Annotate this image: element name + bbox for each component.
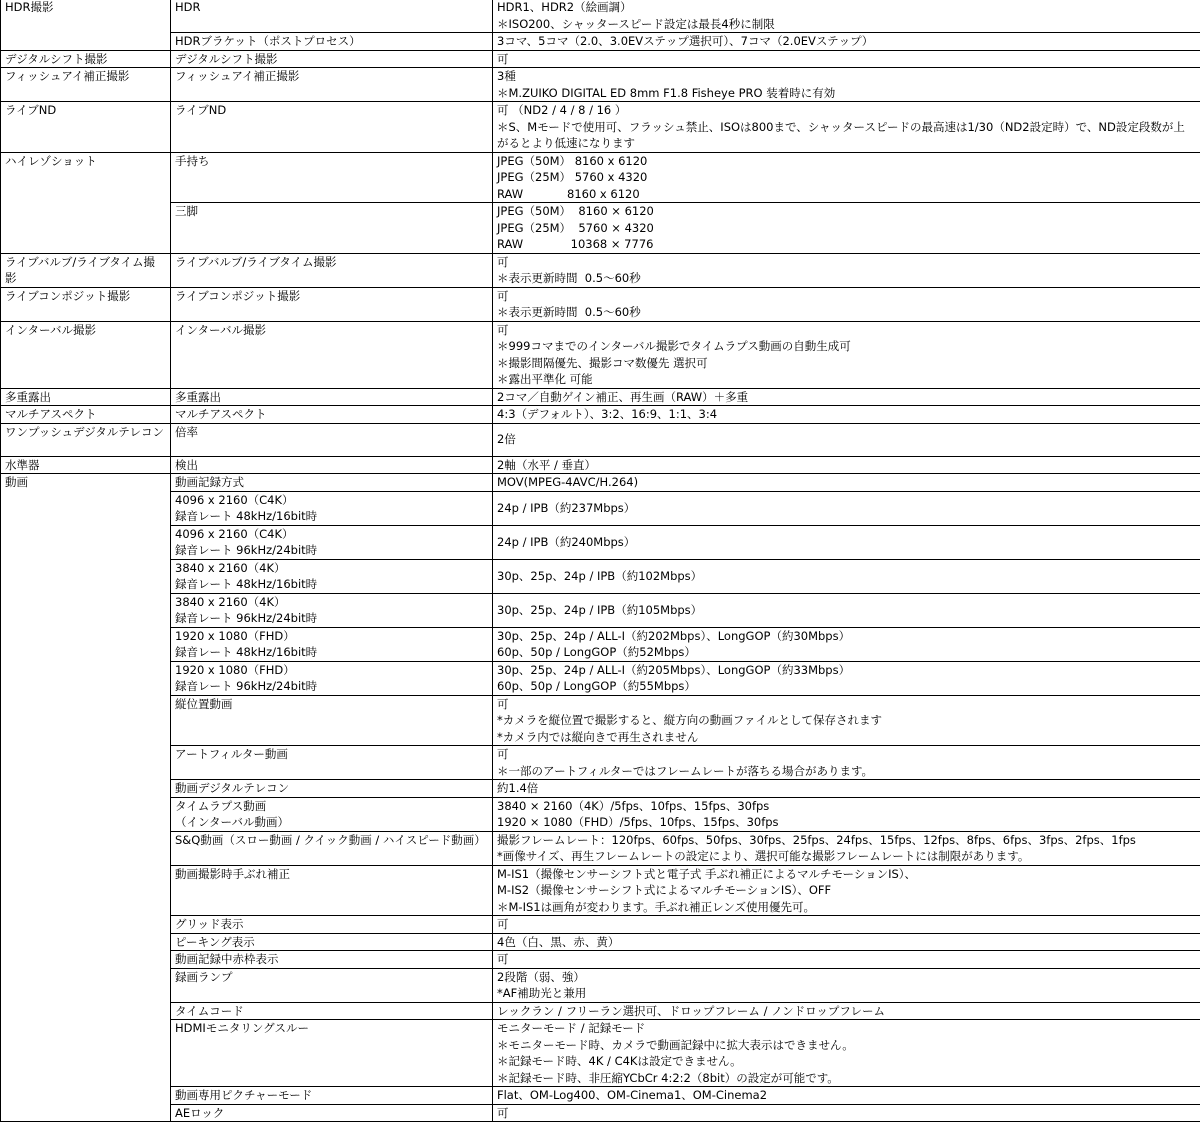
item-cell: ライブND bbox=[171, 102, 493, 153]
category-cell: フィッシュアイ補正撮影 bbox=[1, 68, 171, 102]
value-cell: JPEG（50M） 8160 × 6120 JPEG（25M） 5760 × 4320 RAW 10368 × 7776 bbox=[493, 203, 1200, 254]
table-row bbox=[1, 33, 1200, 51]
value-cell: 可 ＊一部のアートフィルターではフレームレートが落ちる場合があります。 bbox=[493, 746, 1200, 780]
item-cell: HDRブラケット（ポストプロセス） bbox=[171, 33, 493, 51]
table-row bbox=[1, 559, 1200, 593]
item-cell: AEロック bbox=[171, 1104, 493, 1122]
value-cell: 30p、25p、24p / IPB（約102Mbps） bbox=[493, 559, 1200, 593]
table-row bbox=[1, 746, 1200, 780]
item-cell: グリッド表示 bbox=[171, 916, 493, 934]
item-cell: タイムラプス動画 （インターバル動画） bbox=[171, 797, 493, 831]
item-cell: 検出 bbox=[171, 456, 493, 474]
value-cell: JPEG（50M） 8160 x 6120 JPEG（25M） 5760 x 4320 RAW 8160 x 6120 bbox=[493, 152, 1200, 203]
value-cell: 可 ＊999コマまでのインターバル撮影でタイムラプス動画の自動生成可 ＊撮影間隔優先、撮影コマ数優先 選択可 ＊露出平準化 可能 bbox=[493, 321, 1200, 388]
table-row bbox=[1, 865, 1200, 916]
item-cell: 倍率 bbox=[171, 423, 493, 456]
item-cell: 動画記録方式 bbox=[171, 474, 493, 492]
table-row bbox=[1, 388, 1200, 406]
table-row bbox=[1, 797, 1200, 831]
value-cell: 可 ＊表示更新時間 0.5～60秒 bbox=[493, 253, 1200, 287]
table-row bbox=[1, 933, 1200, 951]
table-row bbox=[1, 321, 1200, 388]
value-cell: 可 *カメラを縦位置で撮影すると、縦方向の動画ファイルとして保存されます *カメラ内では縦向きで再生されません bbox=[493, 695, 1200, 746]
value-cell: 2軸（水平 / 垂直） bbox=[493, 456, 1200, 474]
table-row bbox=[1, 287, 1200, 321]
value-cell: 可 bbox=[493, 1104, 1200, 1122]
category-cell: ライブコンポジット撮影 bbox=[1, 287, 171, 321]
value-cell: 24p / IPB（約240Mbps） bbox=[493, 525, 1200, 559]
category-cell: マルチアスペクト bbox=[1, 406, 171, 424]
table-row bbox=[1, 253, 1200, 287]
value-cell: 可 bbox=[493, 951, 1200, 969]
value-cell: 3コマ、5コマ（2.0、3.0EVステップ選択可）、7コマ（2.0EVステップ） bbox=[493, 33, 1200, 51]
value-cell: 30p、25p、24p / ALL-I（約205Mbps）、LongGOP（約33Mbps） 60p、50p / LongGOP（約55Mbps） bbox=[493, 661, 1200, 695]
item-cell: 多重露出 bbox=[171, 388, 493, 406]
item-cell: 動画デジタルテレコン bbox=[171, 780, 493, 798]
category-cell: ワンプッシュデジタルテレコン bbox=[1, 423, 171, 456]
item-cell: フィッシュアイ補正撮影 bbox=[171, 68, 493, 102]
category-cell: ライブバルブ/ライブタイム撮影 bbox=[1, 253, 171, 287]
item-cell: ライブコンポジット撮影 bbox=[171, 287, 493, 321]
value-cell: 約1.4倍 bbox=[493, 780, 1200, 798]
category-cell: ハイレゾショット bbox=[1, 152, 171, 253]
table-row bbox=[1, 50, 1200, 68]
item-cell: 動画撮影時手ぶれ補正 bbox=[171, 865, 493, 916]
value-cell: レックラン / フリーラン選択可、ドロップフレーム / ノンドロップフレーム bbox=[493, 1002, 1200, 1020]
value-cell: 2コマ／自動ゲイン補正、再生画（RAW）＋多重 bbox=[493, 388, 1200, 406]
item-cell: 手持ち bbox=[171, 152, 493, 203]
value-cell: 可 （ND2 / 4 / 8 / 16 ） ＊S、Mモードで使用可、フラッシュ禁止、ISOは800まで、シャッタースピードの最高速は1/30（ND2設定時）で、ND設定段数が上がるとより低速になります bbox=[493, 102, 1200, 153]
category-cell: デジタルシフト撮影 bbox=[1, 50, 171, 68]
value-cell: モニターモード / 記録モード ＊モニターモード時、カメラで動画記録中に拡大表示はできません。 ＊記録モード時、4K / C4Kは設定できません。 ＊記録モード時、非圧縮YCbCr 4:2:2（8bit）の設定が可能です。 bbox=[493, 1020, 1200, 1087]
value-cell: MOV(MPEG-4AVC/H.264) bbox=[493, 474, 1200, 492]
item-cell: 1920 x 1080（FHD） 録音レート 96kHz/24bit時 bbox=[171, 661, 493, 695]
item-cell: 3840 x 2160（4K） 録音レート 48kHz/16bit時 bbox=[171, 559, 493, 593]
table-row bbox=[1, 102, 1200, 153]
category-cell: インターバル撮影 bbox=[1, 321, 171, 388]
item-cell: 動画記録中赤枠表示 bbox=[171, 951, 493, 969]
table-row bbox=[1, 593, 1200, 627]
value-cell: 3種 ＊M.ZUIKO DIGITAL ED 8mm F1.8 Fisheye PRO 装着時に有効 bbox=[493, 68, 1200, 102]
category-cell: ライブND bbox=[1, 102, 171, 153]
table-row bbox=[1, 423, 1200, 456]
table-row bbox=[1, 951, 1200, 969]
table-row bbox=[1, 0, 1200, 33]
item-cell: ライブバルブ/ライブタイム撮影 bbox=[171, 253, 493, 287]
value-cell: M-IS1（撮像センサーシフト式と電子式 手ぶれ補正によるマルチモーションIS）、 M-IS2（撮像センサーシフト式によるマルチモーションIS）、OFF ＊M-IS1は画角が変わります。手ぶれ補正レンズ使用優先可。 bbox=[493, 865, 1200, 916]
table-row bbox=[1, 1002, 1200, 1020]
category-cell: 多重露出 bbox=[1, 388, 171, 406]
value-cell: Flat、OM-Log400、OM-Cinema1、OM-Cinema2 bbox=[493, 1087, 1200, 1105]
item-cell: 三脚 bbox=[171, 203, 493, 254]
value-cell: 30p、25p、24p / ALL-I（約202Mbps）、LongGOP（約30Mbps） 60p、50p / LongGOP（約52Mbps） bbox=[493, 627, 1200, 661]
item-cell: HDMIモニタリングスルー bbox=[171, 1020, 493, 1087]
category-cell: 水準器 bbox=[1, 456, 171, 474]
value-cell: 撮影フレームレート：120fps、60fps、50fps、30fps、25fps、24fps、15fps、12fps、8fps、6fps、3fps、2fps、1fps *画像サイズ、再生フレームレートの設定により、選択可能な撮影フレームレートには制限があります。 bbox=[493, 831, 1200, 865]
value-cell: 2倍 bbox=[493, 423, 1200, 456]
table-row bbox=[1, 968, 1200, 1002]
item-cell: アートフィルター動画 bbox=[171, 746, 493, 780]
table-row bbox=[1, 627, 1200, 661]
table-row bbox=[1, 1104, 1200, 1122]
item-cell: 3840 x 2160（4K） 録音レート 96kHz/24bit時 bbox=[171, 593, 493, 627]
category-cell: 動画 bbox=[1, 474, 171, 1122]
value-cell: 30p、25p、24p / IPB（約105Mbps） bbox=[493, 593, 1200, 627]
table-row bbox=[1, 456, 1200, 474]
value-cell: 可 bbox=[493, 916, 1200, 934]
value-cell: 3840 × 2160（4K）/5fps、10fps、15fps、30fps 1920 × 1080（FHD）/5fps、10fps、15fps、30fps bbox=[493, 797, 1200, 831]
item-cell: 4096 x 2160（C4K） 録音レート 48kHz/16bit時 bbox=[171, 491, 493, 525]
item-cell: マルチアスペクト bbox=[171, 406, 493, 424]
table-row bbox=[1, 1020, 1200, 1087]
table-row bbox=[1, 831, 1200, 865]
table-row bbox=[1, 780, 1200, 798]
item-cell: 縦位置動画 bbox=[171, 695, 493, 746]
table-row bbox=[1, 661, 1200, 695]
value-cell: 可 ＊表示更新時間 0.5～60秒 bbox=[493, 287, 1200, 321]
table-row bbox=[1, 406, 1200, 424]
item-cell: タイムコード bbox=[171, 1002, 493, 1020]
item-cell: S&Q動画（スロー動画 / クイック動画 / ハイスピード動画） bbox=[171, 831, 493, 865]
category-cell: HDR撮影 bbox=[1, 0, 171, 50]
value-cell: 24p / IPB（約237Mbps） bbox=[493, 491, 1200, 525]
value-cell: 2段階（弱、強） *AF補助光と兼用 bbox=[493, 968, 1200, 1002]
table-row bbox=[1, 525, 1200, 559]
value-cell: 4:3（デフォルト）、3:2、16:9、1:1、3:4 bbox=[493, 406, 1200, 424]
table-row bbox=[1, 916, 1200, 934]
table-row bbox=[1, 68, 1200, 102]
item-cell: デジタルシフト撮影 bbox=[171, 50, 493, 68]
item-cell: 1920 x 1080（FHD） 録音レート 48kHz/16bit時 bbox=[171, 627, 493, 661]
item-cell: 4096 x 2160（C4K） 録音レート 96kHz/24bit時 bbox=[171, 525, 493, 559]
value-cell: 4色（白、黒、赤、黄） bbox=[493, 933, 1200, 951]
value-cell: 可 bbox=[493, 50, 1200, 68]
table-row bbox=[1, 1087, 1200, 1105]
item-cell: ピーキング表示 bbox=[171, 933, 493, 951]
table-row bbox=[1, 695, 1200, 746]
table-row bbox=[1, 474, 1200, 492]
item-cell: 録画ランプ bbox=[171, 968, 493, 1002]
table-row bbox=[1, 491, 1200, 525]
item-cell: 動画専用ピクチャーモード bbox=[171, 1087, 493, 1105]
item-cell: インターバル撮影 bbox=[171, 321, 493, 388]
table-row bbox=[1, 203, 1200, 254]
spec-table-body bbox=[1, 0, 1200, 1122]
item-cell: HDR bbox=[171, 0, 493, 33]
value-cell: HDR1、HDR2（絵画調） ＊ISO200、シャッタースピード設定は最長4秒に制限 bbox=[493, 0, 1200, 33]
table-row bbox=[1, 152, 1200, 203]
